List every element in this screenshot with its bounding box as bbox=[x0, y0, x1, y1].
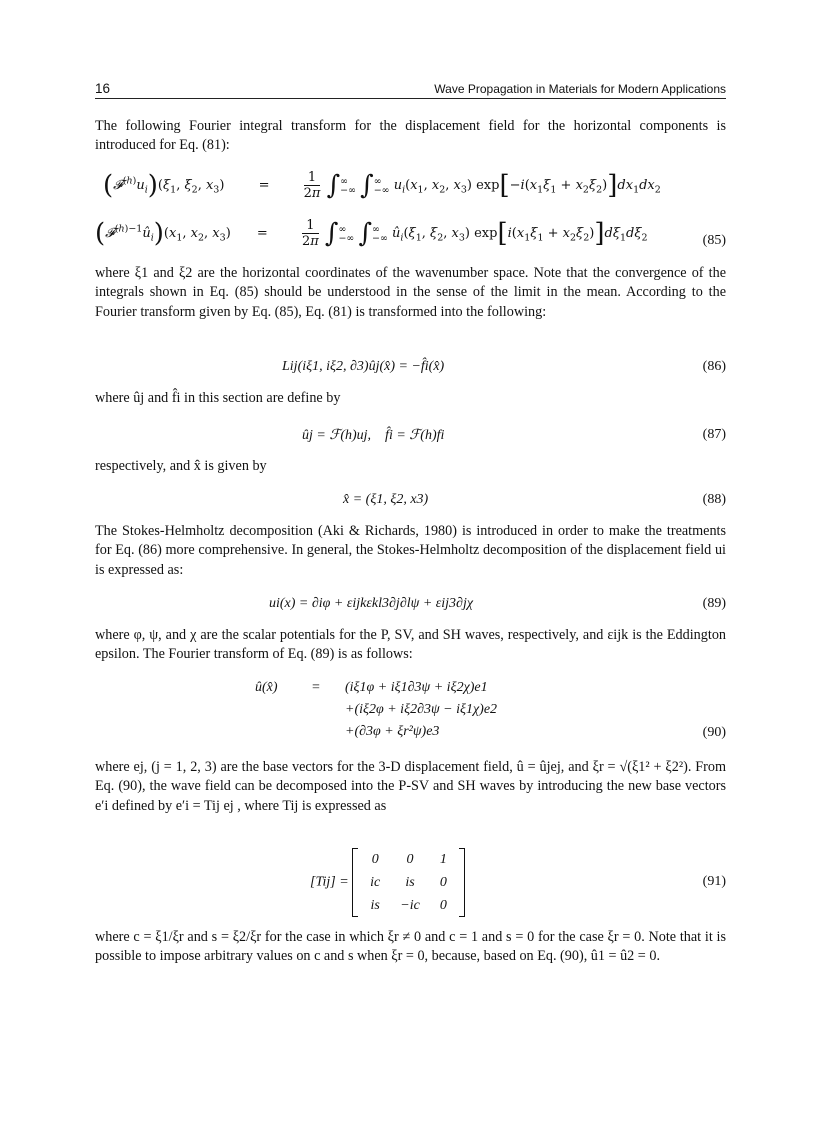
paragraph-7: where ej, (j = 1, 2, 3) are the base vectors for the 3-D displacement field, û = ûjej, and ξr = √(ξ1² + ξ2²). From Eq. (90), the wave field can be decomposed into the P-SV and SH waves by introducing the new base vectors e′i defined by e′i = Tij ej , where Tij is expressed as bbox=[95, 759, 726, 814]
eq90-row-2: +(iξ2φ + iξ2∂3ψ − iξ1χ)e2 bbox=[345, 702, 498, 717]
paragraph-1: The following Fourier integral transform for the displacement field for the horizontal components is introduced for Eq. (81): bbox=[95, 118, 726, 154]
matrix-cell: 0 bbox=[371, 851, 379, 867]
matrix-cell: 0 bbox=[439, 874, 447, 890]
eq90-row-3: +(∂3φ + ξr²ψ)e3 bbox=[345, 724, 440, 739]
eq91-matrix bbox=[352, 848, 465, 917]
eq85-number: (85) bbox=[702, 233, 726, 248]
paragraph-4: respectively, and x̂ is given by bbox=[95, 458, 267, 474]
eq87-number: (87) bbox=[702, 427, 726, 442]
equation-86: Lij(iξ1, iξ2, ∂3)ûj(x̂) = −f̂i(x̂) bbox=[282, 359, 445, 374]
eq90-row-1: (iξ1φ + iξ1∂3ψ + iξ2χ)e1 bbox=[345, 680, 488, 695]
eq85-line1: $(𝓕^{(h)}u_i)(\xi_1$, $\xi_2$, $x_3$) = $\frac{1}{2\pi}$ ∫ ∞ −∞ ∫ ∞ −∞ $u_i(x_1$, $x_2$, $x_3$) $\exp[-i(x_1\xi_1 + x_2\xi_2)]dx_1dx_2$ bbox=[103, 170, 661, 201]
running-header bbox=[95, 80, 726, 99]
matrix-cell: −ic bbox=[400, 897, 420, 913]
eq91-lhs: [Tij] = bbox=[310, 874, 349, 890]
running-title: Wave Propagation in Materials for Modern Applications bbox=[434, 82, 726, 96]
paragraph-5: The Stokes-Helmholtz decomposition (Aki & Richards, 1980) is introduced in order to make the treatments for Eq. (86) more comprehensive. In general, the Stokes-Helmholtz decomposition of the displacement field ui is expressed as: bbox=[95, 523, 726, 578]
eq85-line2: $(𝓕^{(h)-1}û_i)(x_1$, $x_2$, $x_3$) = $\frac{1}{2\pi}$ ∫ ∞ −∞ ∫ ∞ −∞ $û_i(\xi_1$, $\xi_2$, $x_3$) $\exp[i(x_1\xi_1 + x_2\xi_2)]d\xi_1d\xi_2$ bbox=[95, 218, 648, 249]
eq86-number: (86) bbox=[702, 359, 726, 374]
equation-91 bbox=[310, 848, 465, 917]
eq90-lhs: û(x̂) bbox=[255, 680, 278, 695]
paragraph-8: where c = ξ1/ξr and s = ξ2/ξr for the case in which ξr ≠ 0 and c = 1 and s = 0 for the case ξr = 0. Note that it is possible to impose arbitrary values on c and s when ξr = 0, because, based on Eq. (90), û1 = û2 = 0. bbox=[95, 929, 726, 965]
matrix-cell: 1 bbox=[439, 851, 447, 867]
paragraph-3: where ûj and f̂i in this section are define by bbox=[95, 390, 341, 406]
equation-87: ûj = ℱ(h)uj, f̂i = ℱ(h)fi bbox=[302, 428, 445, 443]
matrix-cell: 0 bbox=[406, 851, 414, 867]
eq90-number: (90) bbox=[702, 725, 726, 740]
page: 16 Wave Propagation in Materials for Modern Applications The following Fourier integral transform for the displacement field for the horizontal components is introduced for Eq. (81): $(𝓕^{(h)}u_i)(\xi_1$, $\xi_2$, $x_3$) = $\frac{1}{2\pi}$ ∫ ∞ −∞ ∫ ∞ −∞ $u_i(x_1$, $x_2$, $x_3$) $\exp[-i(x_1\xi_1 + x_2\xi_2)]dx_1dx_2$ $(𝓕^{(h)-1}û_i)(x_1$, $x_2$, $x_3$) = $\frac{1}{2\pi}$ ∫ ∞ −∞ ∫ ∞ −∞ $û_i(\xi_1$, $\xi_2$, $x_3$) $\exp[i(x_1\xi_1 + x_2\xi_2)]d\xi_1d\xi_2$ (85) where ξ1 and ξ2 are the horizontal coordinates of the wavenumber space. Note that the convergence of the integrals shown in Eq. (85) should be understood in the sense of the limit in the mean. According to the Fourier transform given by Eq. (85), Eq. (81) is transformed into the following: Lij(iξ1, iξ2, ∂3)ûj(x̂) = −f̂i(x̂) (86) where ûj and f̂i in this section are define by ûj = ℱ(h)uj, f̂i = ℱ(h)fi (87) respectively, and x̂ is given by x̂ = (ξ1, ξ2, x3) (88) The Stokes-Helmholtz decomposition (Aki & Richards, 1980) is introduced in order to make the treatments for Eq. (86) more comprehensive. In general, the Stokes-Helmholtz decomposition of the displacement field ui is expressed as: ui(x) = ∂iφ + εijkεkl3∂j∂lψ + εij3∂jχ (89) where φ, ψ, and χ are the scalar potentials for the P, SV, and SH waves, respectively, and εijk is the Eddington epsilon. The Fourier transform of Eq. (89) is as follows: û(x̂) = (iξ1φ + iξ1∂3ψ + iξ2χ)e1 +(iξ2φ + iξ2∂3ψ − iξ1χ)e2 +(∂3φ + ξr²ψ)e3 (90) where ej, (j = 1, 2, 3) are the base vectors for the 3-D displacement field, û = ûjej, and ξr = √(ξ1² + ξ2²). From Eq. (90), the wave field can be decomposed into the P-SV and SH waves by introducing the new base vectors e′i defined by e′i = Tij ej , where Tij is expressed as [Tij] = 0 0 1 ic is 0 is −ic 0 (91) where c = ξ1/ξr and s = ξ2/ξr for the case in which ξr ≠ 0 and c = 1 and s = 0 for the case ξr = 0. Note that it is possible to impose arbitrary values on c and s when ξr = 0, because, based on Eq. (90), û1 = û2 = 0. bbox=[95, 0, 726, 1123]
equation-89: ui(x) = ∂iφ + εijkεkl3∂j∂lψ + εij3∂jχ bbox=[269, 596, 474, 611]
matrix-cell: ic bbox=[370, 874, 381, 890]
paragraph-6: where φ, ψ, and χ are the scalar potentials for the P, SV, and SH waves, respectively, and εijk is the Eddington epsilon. The Fourier transform of Eq. (89) is as follows: bbox=[95, 627, 726, 663]
equation-88: x̂ = (ξ1, ξ2, x3) bbox=[343, 492, 429, 507]
eq91-number: (91) bbox=[702, 874, 726, 889]
matrix-cell: 0 bbox=[439, 897, 447, 913]
paragraph-2: where ξ1 and ξ2 are the horizontal coordinates of the wavenumber space. Note that the convergence of the integrals shown in Eq. (85) should be understood in the sense of the limit in the mean. According to the Fourier transform given by Eq. (85), Eq. (81) is transformed into the following: bbox=[95, 265, 726, 320]
eq89-number: (89) bbox=[702, 596, 726, 611]
eq88-number: (88) bbox=[702, 492, 726, 507]
matrix-cell: is bbox=[405, 874, 415, 890]
matrix-cell: is bbox=[370, 897, 380, 913]
page-number: 16 bbox=[95, 81, 111, 96]
